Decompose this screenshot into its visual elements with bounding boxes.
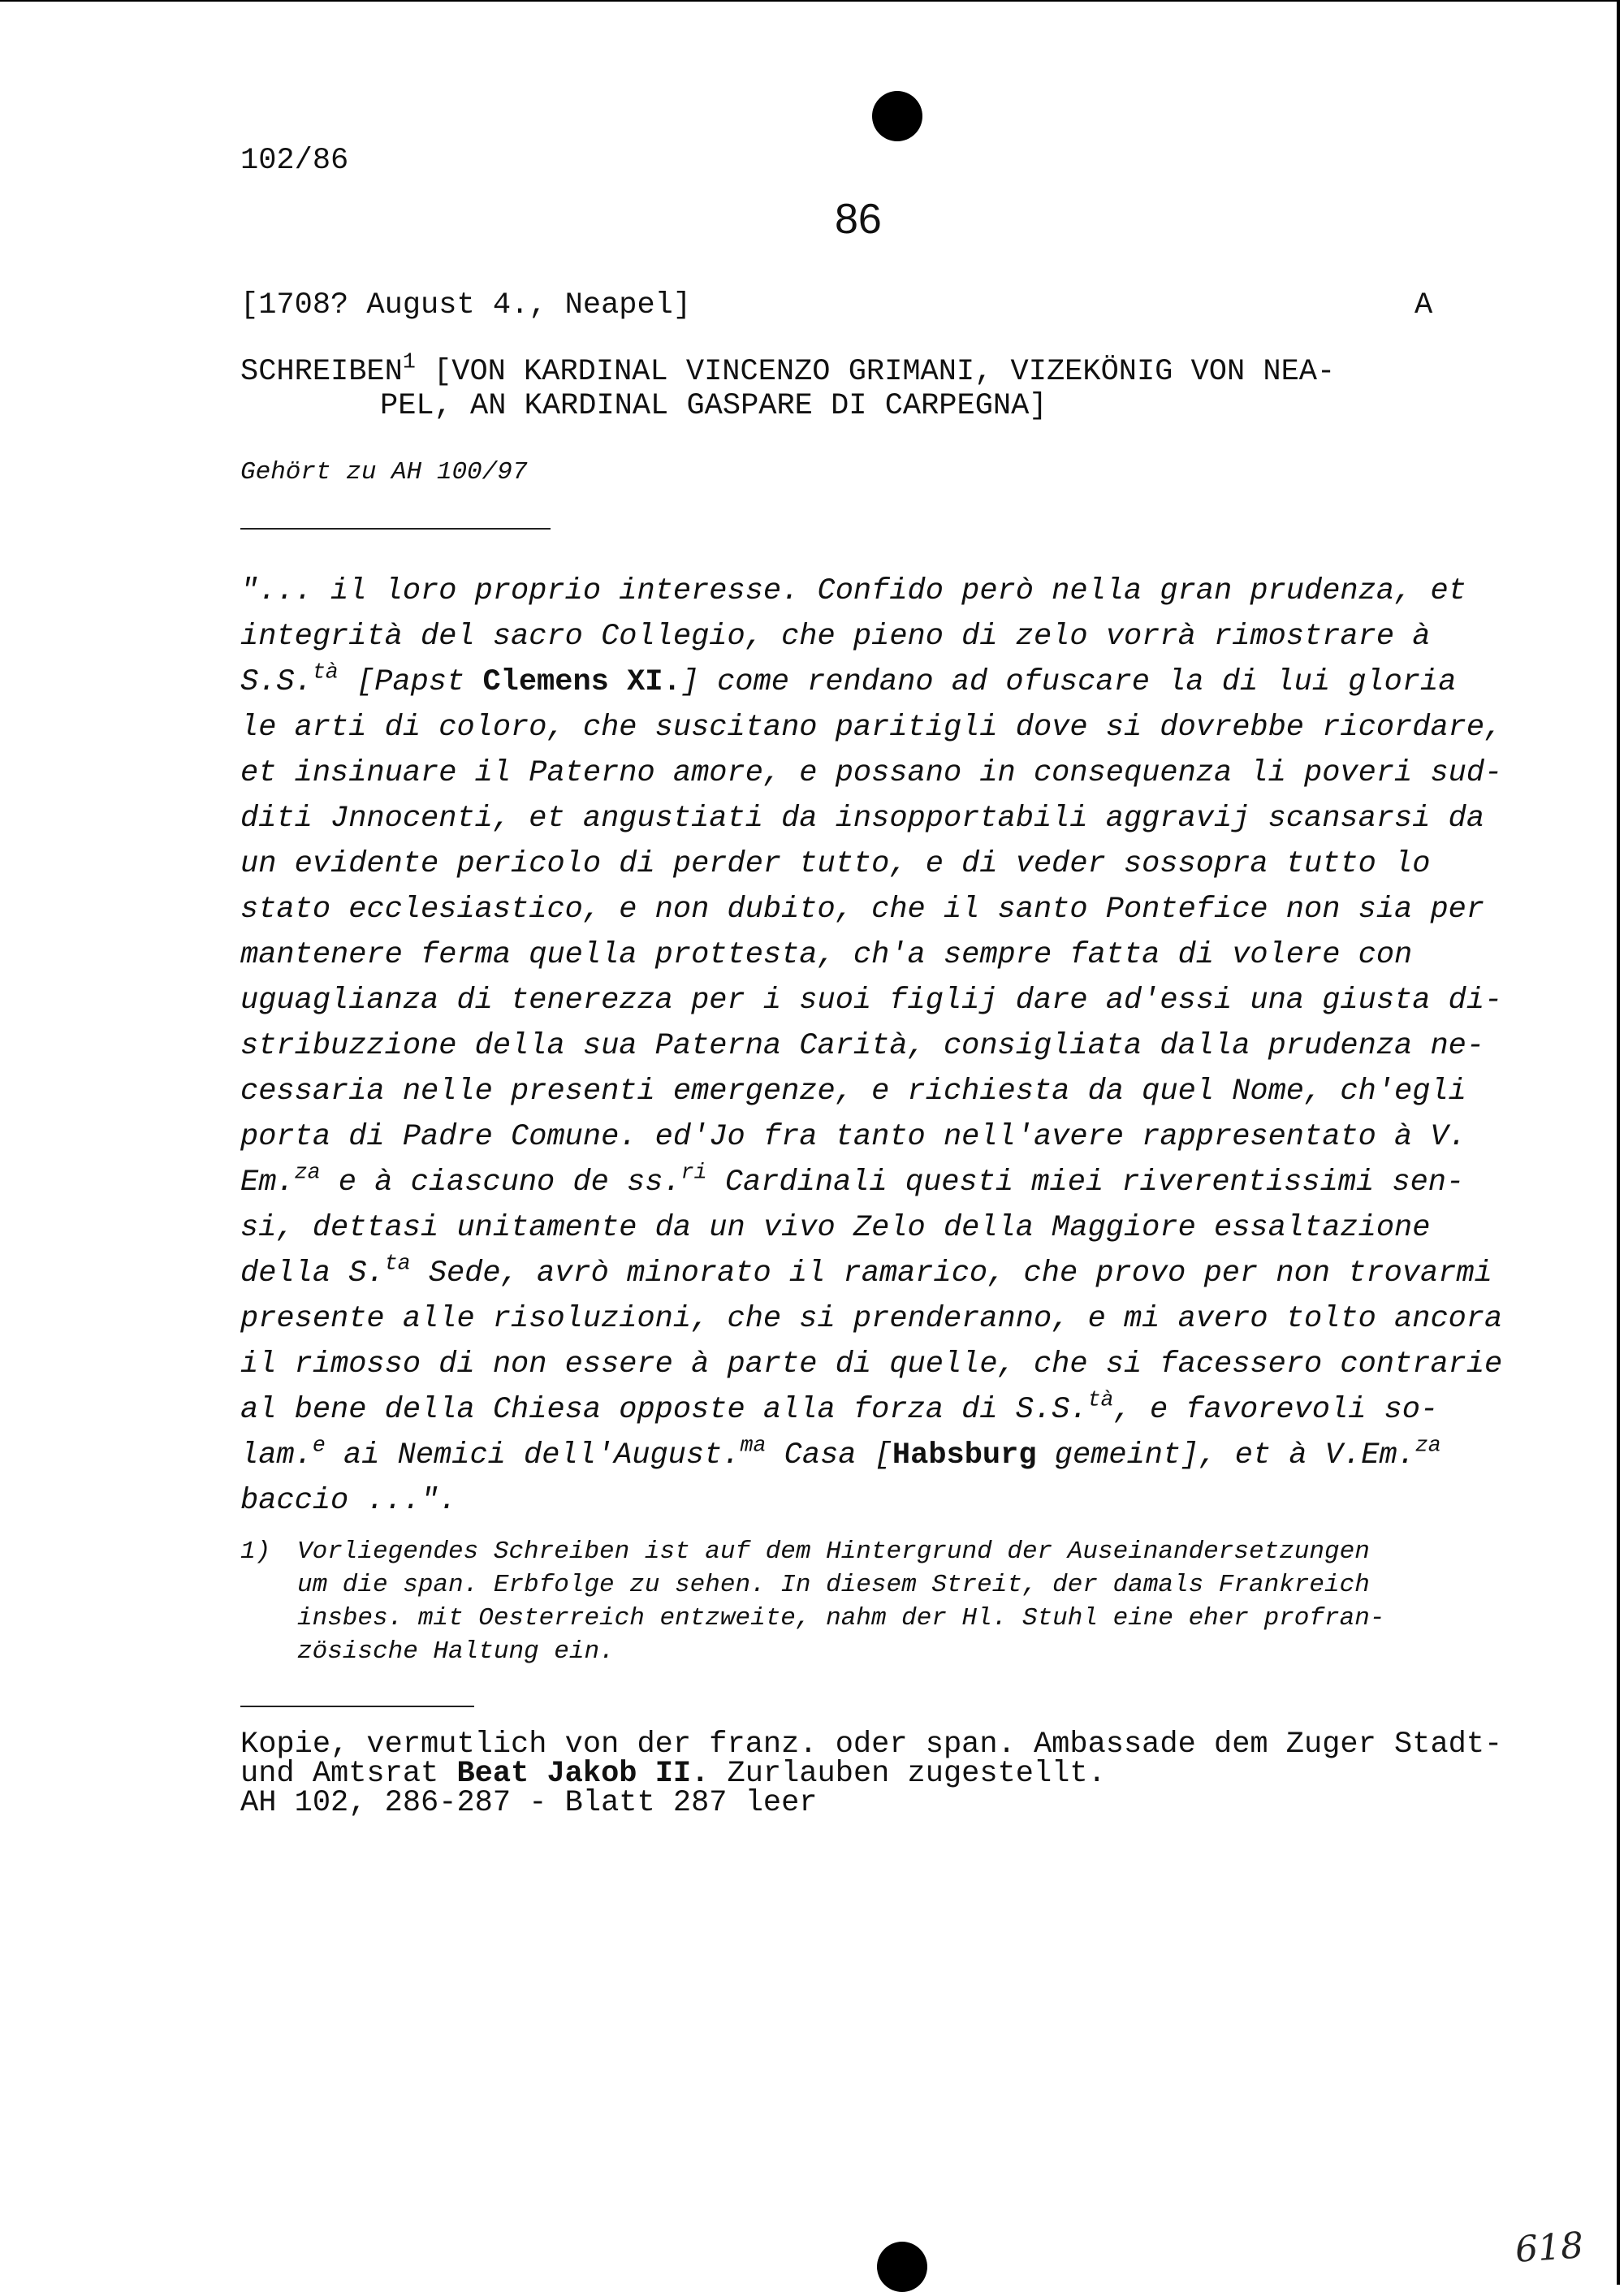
file-reference: 102/86 [240, 144, 349, 178]
punch-hole-top [872, 91, 922, 141]
letter-line: "... il loro proprio interesse. Confido però nella gran prudenza, et [240, 574, 1466, 608]
letter-excerpt [240, 569, 1502, 1524]
source-line: AH 102, 286-287 - Blatt 287 leer [240, 1786, 818, 1820]
person-name: Beat Jakob II. [456, 1757, 710, 1791]
letter-line: le arti di coloro, che suscitano paritigli dove si dovrebbe ricordare, [240, 711, 1503, 745]
footnote-mark: 1 [402, 349, 416, 374]
letter-line: il rimosso di non essere à parte di quelle, che si facessero contrarie [240, 1347, 1503, 1382]
footnote [240, 1535, 1384, 1668]
document-title-line-1: SCHREIBEN$^1$ [VON KARDINAL VINCENZO GRIMANI, VIZEKÖNIG VON NEA- [240, 349, 1336, 389]
source-note [240, 1730, 1502, 1818]
letter-line: un evidente pericolo di perder tutto, e di veder sossopra tutto lo [240, 847, 1431, 881]
letter-line: baccio ...". [240, 1484, 457, 1518]
person-name: Clemens XI. [482, 665, 681, 699]
letter-line: S.S.$^{tà}$ [Papst Clemens XI.] come rendano ad ofuscare la di lui gloria [240, 659, 1457, 699]
letter-line: integrità del sacro Collegio, che pieno di zelo vorrà rimostrare à [240, 620, 1431, 654]
letter-line: cessaria nelle presenti emergenze, e richiesta da quel Nome, ch'egli [240, 1075, 1466, 1109]
source-line: und Amtsrat Beat Jakob II. Zurlauben zugestellt. [240, 1757, 1106, 1791]
letter-line: lam.$^e$ ai Nemici dell'August.$^{ma}$ Casa [Habsburg gemeint], et à V.Em.$^{za}$ [240, 1433, 1441, 1473]
letter-line: diti Jnnocenti, et angustiati da insopportabili aggravij scansarsi da [240, 802, 1485, 836]
footnote-number: 1) [240, 1537, 271, 1566]
letter-line: della S.$^{ta}$ Sede, avrò minorato il ramarico, che provo per non trovarmi [240, 1251, 1492, 1291]
letter-line: Em.$^{za}$ e à ciascuno de ss.$^{ri}$ Cardinali questi miei riverentissimi sen- [240, 1160, 1465, 1200]
handwritten-page-mark: 618 [1514, 2225, 1585, 2271]
letter-line: et insinuare il Paterno amore, e possano in consequenza li poveri sud- [240, 756, 1503, 790]
letter-line: porta di Padre Comune. ed'Jo fra tanto nell'avere rappresentato à V. [240, 1120, 1466, 1154]
related-document: Gehört zu AH 100/97 [240, 458, 528, 487]
letter-line: stato ecclesiastico, e non dubito, che il santo Pontefice non sia per [240, 893, 1485, 927]
letter-line: uguaglianza di tenerezza per i suoi figlij dare ad'essi una giusta di- [240, 984, 1503, 1018]
document-number: 86 [835, 196, 882, 243]
letter-line: al bene della Chiesa opposte alla forza di S.S.$^{tà}$, e favorevoli so- [240, 1387, 1439, 1427]
place-name: Habsburg [892, 1438, 1037, 1473]
footnote-line: Vorliegendes Schreiben ist auf dem Hintergrund der Auseinandersetzungen [297, 1537, 1370, 1566]
letter-line: presente alle risoluzioni, che si prenderanno, e mi avero tolto ancora [240, 1302, 1503, 1336]
footnote-line: zösische Haltung ein. [297, 1637, 615, 1666]
punch-hole-bottom [877, 2242, 927, 2292]
letter-line: stribuzzione della sua Paterna Carità, consigliata dalla prudenza ne- [240, 1029, 1485, 1063]
source-line: Kopie, vermutlich von der franz. oder span. Ambassade dem Zuger Stadt- [240, 1728, 1503, 1762]
letter-line: si, dettasi unitamente da un vivo Zelo della Maggiore essaltazione [240, 1211, 1431, 1245]
document-type-letter: A [1415, 288, 1433, 322]
letter-line: mantenere ferma quella prottesta, ch'a sempre fatta di volere con [240, 938, 1413, 972]
date-place: [1708? August 4., Neapel] [240, 288, 692, 322]
footnote-line: um die span. Erbfolge zu sehen. In diesem Streit, der damals Frankreich [297, 1571, 1370, 1599]
document-title-line-2: PEL, AN KARDINAL GASPARE DI CARPEGNA] [380, 389, 1047, 423]
separator-rule-bottom [240, 1706, 474, 1707]
footnote-line: insbes. mit Oesterreich entzweite, nahm der Hl. Stuhl eine eher profran- [297, 1604, 1385, 1633]
separator-rule-top [240, 528, 551, 530]
